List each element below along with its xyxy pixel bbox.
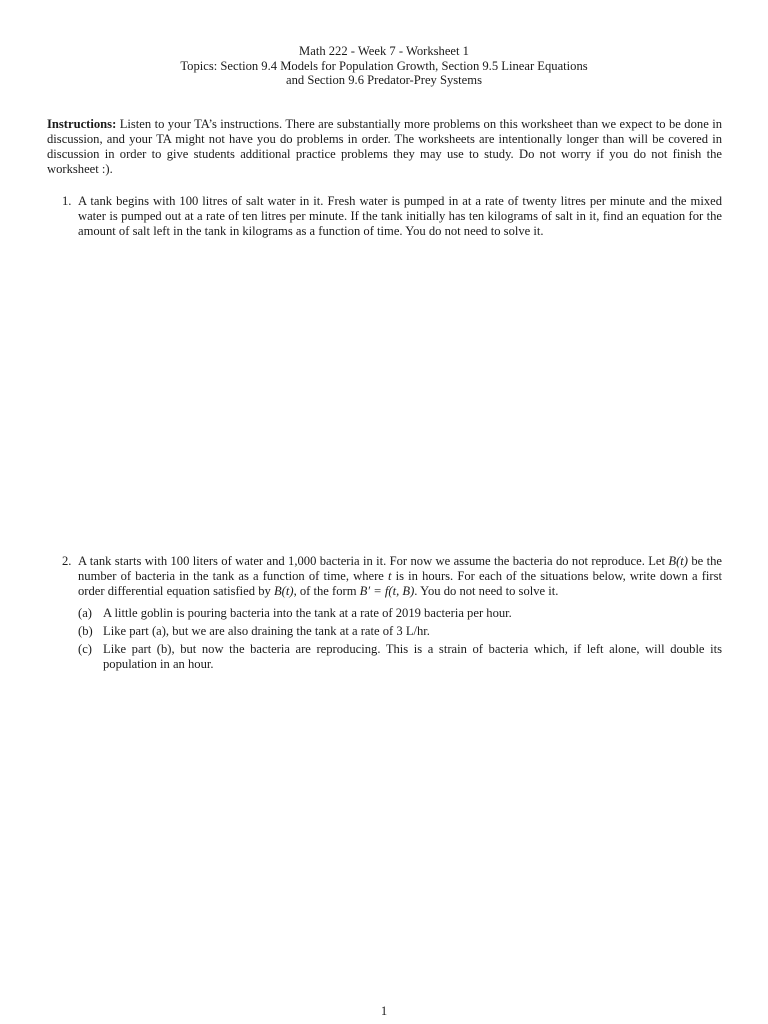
page-number: 1 [380, 1004, 388, 1018]
math-expression: B(t) [668, 554, 688, 568]
math-expression: t [388, 569, 392, 583]
worksheet-title: Math 222 - Week 7 - Worksheet 1 [299, 44, 469, 58]
problem-part-c [78, 642, 722, 672]
problem-text-part: is in hours. For each of the situations below, write down a first order differential equation satisfied by [78, 569, 722, 598]
problem-1 [62, 194, 722, 239]
math-expression: B(t) [273, 584, 294, 598]
part-label: (b) [78, 624, 93, 638]
problem-2 [62, 554, 722, 675]
problem-number: 2. [62, 554, 72, 568]
problem-parts [78, 606, 722, 672]
worksheet-topics-continued: and Section 9.6 Predator-Prey Systems [286, 73, 482, 87]
problem-text-part: , of the form [293, 584, 360, 598]
worksheet-header [0, 44, 768, 88]
problem-text-part: A tank starts with 100 liters of water and 1,000 bacteria in it. For now we assume the bacteria do not reproduce. Let [78, 554, 669, 568]
part-label: (c) [78, 642, 92, 656]
problem-part-b [78, 624, 722, 639]
part-text: Like part (b), but now the bacteria are reproducing. This is a strain of bacteria which, if left alone, will double its population in an hour. [103, 642, 722, 671]
instructions-text: Listen to your TA’s instructions. There are substantially more problems on this worksheet than we expect to be done in discussion, and your TA might not have you do problems in order. The worksheets are intentionally longer than will be covered in discussion in order to give students additional practice problems they may use to study. Do not worry if you do not finish the worksheet :). [47, 117, 722, 176]
instructions-paragraph [47, 117, 722, 177]
part-label: (a) [78, 606, 92, 620]
worksheet-topics: Topics: Section 9.4 Models for Population Growth, Section 9.5 Linear Equations [180, 58, 588, 73]
problem-text-part: . You do not need to solve it. [414, 584, 559, 598]
part-text: Like part (a), but we are also draining the tank at a rate of 3 L/hr. [103, 624, 430, 638]
math-expression: B′ = f(t, B) [359, 584, 415, 598]
problem-number: 1. [62, 194, 72, 208]
problem-text: A tank begins with 100 litres of salt water in it. Fresh water is pumped in at a rate of twenty litres per minute and the mixed water is pumped out at a rate of ten litres per minute. If the tank initially has ten kilograms of salt in it, find an equation for the amount of salt left in the tank in kilograms as a function of time. You do not need to solve it. [78, 194, 722, 238]
instructions-lead: Instructions: [47, 117, 117, 131]
part-text: A little goblin is pouring bacteria into the tank at a rate of 2019 bacteria per hour. [103, 606, 512, 620]
problem-text-part: be the number of bacteria in the tank as a function of time, where [78, 554, 722, 583]
problem-part-a [78, 606, 722, 621]
problem-text [78, 554, 722, 599]
